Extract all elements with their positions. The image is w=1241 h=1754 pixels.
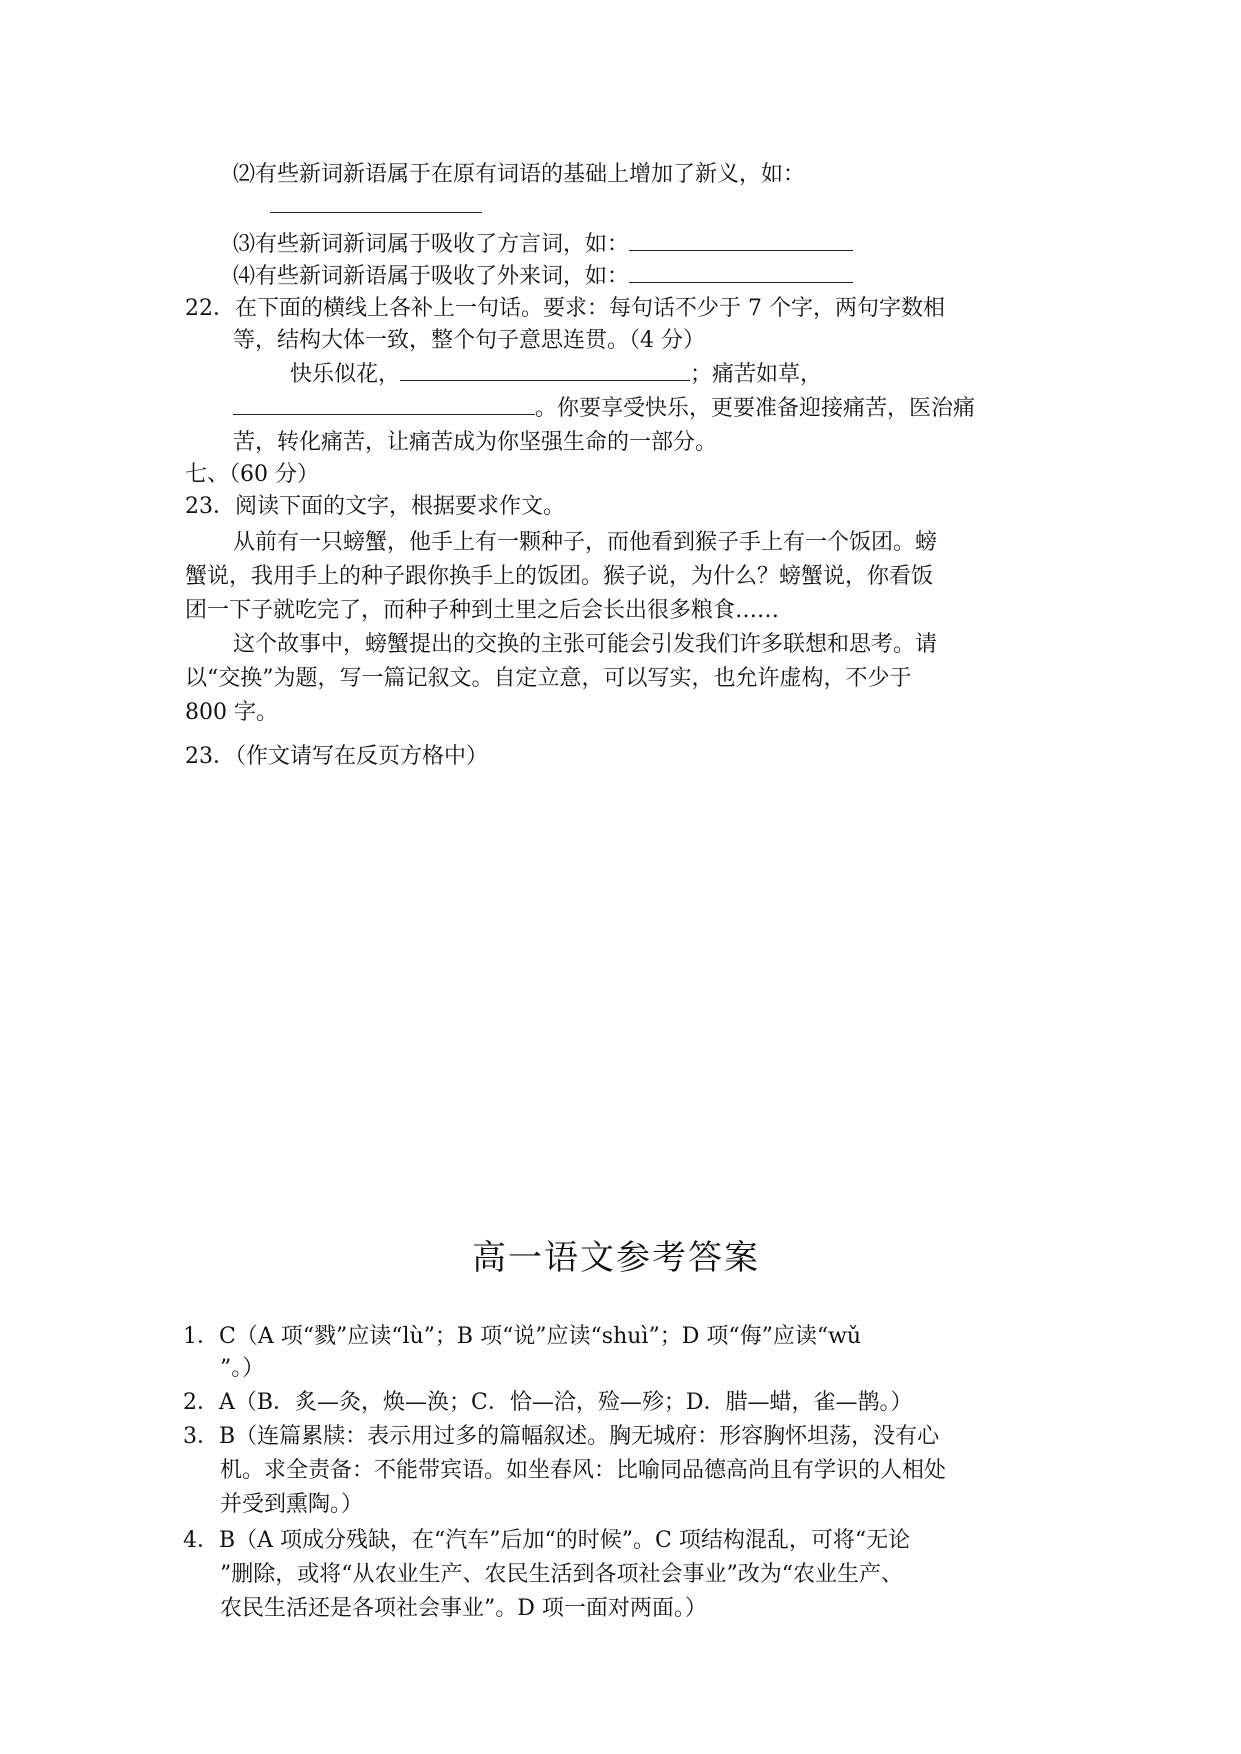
q21-item3-text: ⑶有些新词新词属于吸收了方言词，如：: [233, 232, 630, 257]
q22-line3-b: ；痛苦如草，: [690, 362, 823, 387]
q22-line3-a: 快乐似花，: [290, 362, 401, 387]
answer-1-line2: ”。）: [220, 1356, 265, 1381]
answer-4-line2: ”删除，或将“从农业生产、农民生活到各项社会事业”改为“农业生产、: [220, 1562, 903, 1587]
q22-blank-2[interactable]: [233, 396, 535, 415]
q23-p1-line2: 蟹说，我用手上的种子跟你换手上的饭团。猴子说，为什么？螃蟹说，你看饭: [185, 564, 934, 589]
q23-p1-line3: 团一下子就吃完了，而种子种到土里之后会长出很多粮食……: [185, 598, 780, 623]
q21-item3-blank[interactable]: [629, 232, 853, 251]
q22-line1: 22．在下面的横线上各补上一句话。要求：每句话不少于 7 个字，两句字数相: [185, 296, 945, 321]
answer-3-line1: 3．B（连篇累牍：表示用过多的篇幅叙述。胸无城府：形容胸怀坦荡，没有心: [183, 1424, 940, 1449]
answer-2: 2．A（B．炙—灸，焕—涣；C．恰—洽，殓—殄；D．腊—蜡，雀—鹊。）: [183, 1390, 913, 1415]
q21-item2-blank[interactable]: [270, 192, 482, 222]
q22-line3: [290, 360, 822, 390]
section-7-heading: 七、（60 分）: [185, 462, 319, 487]
q22-line5: 苦，转化痛苦，让痛苦成为你坚强生命的一部分。: [233, 430, 718, 455]
q23-line1: 23．阅读下面的文字，根据要求作文。: [185, 494, 565, 519]
q23-note: 23．（作文请写在反页方格中）: [185, 744, 488, 769]
q21-item3: [233, 230, 853, 260]
q23-p2-line2: 以“交换”为题，写一篇记叙文。自定立意，可以写实，也允许虚构，不少于: [185, 666, 912, 691]
q22-blank-1[interactable]: [400, 362, 690, 381]
q22-line4: [233, 394, 975, 424]
q21-item4-blank[interactable]: [629, 264, 853, 283]
answer-4-line1: 4．B（A 项成分残缺，在“汽车”后加“的时候”。C 项结构混乱，可将“无论: [183, 1528, 911, 1553]
q23-p1-line1: 从前有一只螃蟹，他手上有一颗种子，而他看到猴子手上有一个饭团。螃: [233, 530, 938, 555]
q21-item2: ⑵有些新词新语属于在原有词语的基础上增加了新义，如：: [233, 162, 806, 187]
answer-4-line3: 农民生活还是各项社会事业”。D 项一面对两面。）: [220, 1596, 707, 1621]
q21-item4-text: ⑷有些新词新语属于吸收了外来词，如：: [233, 264, 630, 289]
answer-1-line1: 1．C（A 项“戮”应读“lù”；B 项“说”应读“shuì”；D 项“侮”应读“wǔ: [183, 1324, 862, 1349]
q22-line4-text: 。你要享受快乐，更要准备迎接痛苦，医治痛: [535, 396, 976, 421]
answer-3-line2: 机。求全责备：不能带宾语。如坐春风：比喻同品德高尚且有学识的人相处: [220, 1458, 947, 1483]
q23-p2-line3: 800 字。: [185, 700, 278, 725]
answers-title: 高一语文参考答案: [472, 1238, 760, 1278]
q22-line2: 等，结构大体一致，整个句子意思连贯。（4 分）: [233, 328, 705, 353]
q21-item4: [233, 262, 853, 292]
q23-p2-line1: 这个故事中，螃蟹提出的交换的主张可能会引发我们许多联想和思考。请: [233, 632, 938, 657]
answer-3-line3: 并受到熏陶。）: [220, 1492, 364, 1517]
